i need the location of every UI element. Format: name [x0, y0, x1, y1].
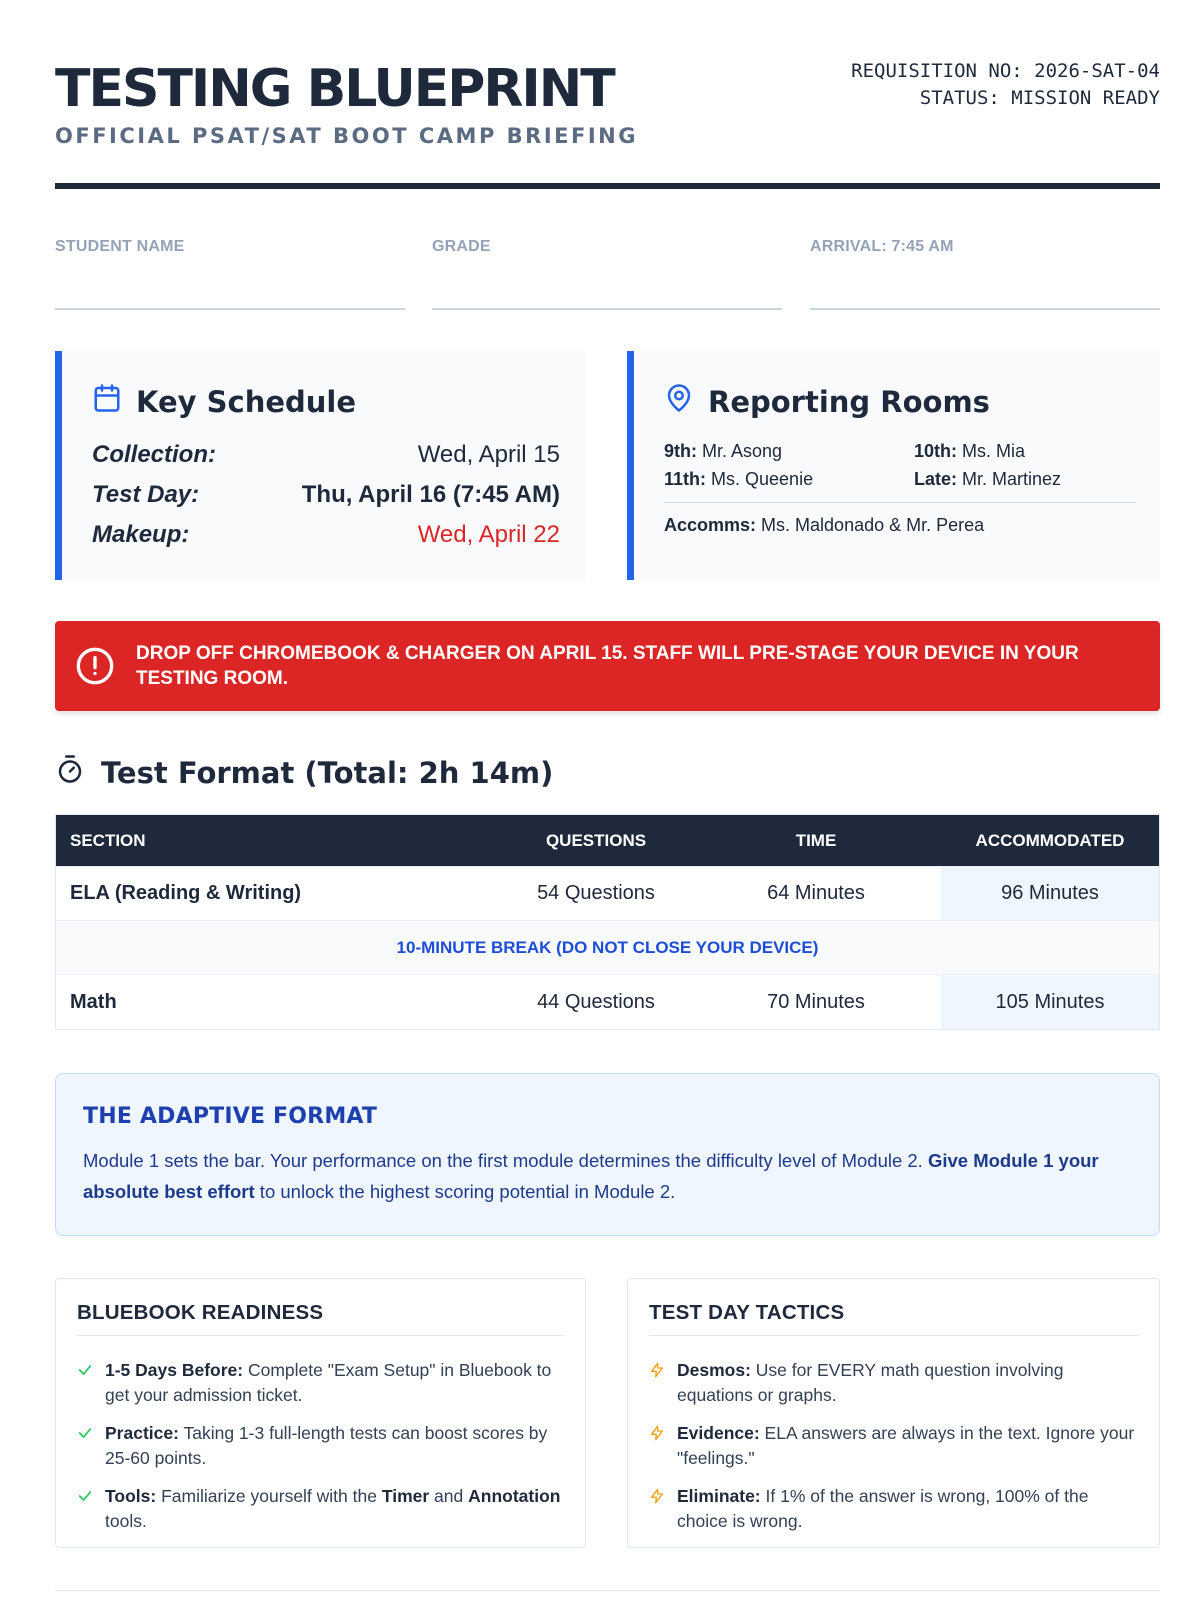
adaptive-title: THE ADAPTIVE FORMAT — [83, 1104, 378, 1129]
cell-accommodated: 105 Minutes — [941, 975, 1159, 1029]
room-label: 11th: — [664, 469, 707, 489]
list-item-text — [105, 1484, 564, 1534]
student-name-field[interactable] — [55, 238, 405, 310]
reporting-rooms-heading — [664, 383, 990, 420]
schedule-value: Thu, April 16 (7:45 AM) — [301, 481, 560, 508]
stopwatch-icon — [55, 754, 85, 791]
schedule-label: Collection: — [92, 441, 216, 468]
calendar-icon — [92, 383, 122, 420]
table-row — [56, 867, 1159, 921]
adaptive-text-part: to unlock the highest scoring potential in Module 2. — [254, 1181, 676, 1202]
schedule-row-makeup — [92, 521, 560, 549]
test-format-heading — [55, 754, 553, 791]
item-detail: Familiarize yourself with the — [156, 1486, 382, 1506]
grade-field[interactable] — [432, 238, 782, 310]
list-item-text — [677, 1358, 1138, 1408]
room-11th — [664, 469, 813, 490]
item-label: 1-5 Days Before: — [105, 1360, 244, 1380]
test-day-tactics-title: TEST DAY TACTICS — [649, 1301, 1138, 1336]
item-detail: ELA answers are always in the text. Ignore your "feelings." — [677, 1423, 1135, 1468]
bluebook-readiness-title: BLUEBOOK READINESS — [77, 1301, 564, 1336]
room-label: Late: — [914, 469, 958, 489]
schedule-value: Wed, April 15 — [417, 441, 560, 468]
arrival-field[interactable] — [810, 238, 1160, 310]
room-teacher: Ms. Maldonado & Mr. Perea — [761, 515, 985, 535]
lightning-icon — [649, 1358, 667, 1408]
item-label: Eliminate: — [677, 1486, 761, 1506]
adaptive-format-box — [55, 1073, 1160, 1236]
col-header-section: SECTION — [70, 830, 146, 850]
check-icon — [77, 1358, 95, 1408]
item-label: Evidence: — [677, 1423, 760, 1443]
room-10th — [914, 441, 1025, 462]
key-schedule-heading — [92, 383, 356, 420]
table-row — [56, 975, 1159, 1029]
test-day-tactics-card — [627, 1278, 1160, 1548]
rooms-divider — [664, 502, 1136, 503]
room-teacher: Mr. Martinez — [962, 469, 1062, 489]
bluebook-readiness-card — [55, 1278, 586, 1548]
item-label: Desmos: — [677, 1360, 751, 1380]
cell-section: Math — [70, 990, 117, 1013]
lightning-icon — [649, 1484, 667, 1534]
room-teacher: Ms. Queenie — [711, 469, 814, 489]
schedule-row-test-day — [92, 481, 560, 509]
cell-section: ELA (Reading & Writing) — [70, 882, 302, 904]
student-name-label: STUDENT NAME — [55, 238, 185, 255]
schedule-label: Makeup: — [92, 521, 190, 548]
reporting-rooms-title: Reporting Rooms — [708, 384, 990, 419]
list-item — [77, 1358, 564, 1408]
room-accomms — [664, 515, 984, 536]
key-schedule-card — [55, 351, 586, 580]
map-pin-icon — [664, 383, 694, 420]
list-item-text — [105, 1358, 564, 1408]
item-emphasis: Annotation — [468, 1486, 561, 1506]
item-label: Tools: — [105, 1486, 157, 1506]
item-label: Practice: — [105, 1423, 179, 1443]
list-item — [77, 1484, 564, 1534]
item-emphasis: Timer — [381, 1486, 430, 1506]
col-header-accommodated: ACCOMMODATED — [975, 830, 1125, 850]
test-format-table — [55, 814, 1160, 1030]
footer-divider — [55, 1590, 1160, 1591]
list-item-text — [677, 1484, 1138, 1534]
cell-questions: 54 Questions — [537, 882, 655, 904]
room-teacher: Ms. Mia — [962, 441, 1026, 461]
list-item — [77, 1421, 564, 1471]
item-detail: Taking 1-3 full-length tests can boost scores by 25-60 points. — [105, 1423, 548, 1468]
schedule-label: Test Day: — [92, 481, 200, 508]
list-item — [649, 1484, 1138, 1534]
list-item-text — [105, 1421, 564, 1471]
schedule-value-makeup: Wed, April 22 — [417, 521, 560, 548]
table-break-row: 10-MINUTE BREAK (DO NOT CLOSE YOUR DEVICE) — [56, 921, 1159, 975]
requisition-block — [851, 58, 1160, 112]
item-detail: and — [429, 1486, 469, 1506]
adaptive-text-part: Module 1 sets the bar. Your performance on the first module determines the difficulty level of Module 2. — [83, 1150, 928, 1171]
alert-circle-icon — [75, 646, 115, 686]
check-icon — [77, 1421, 95, 1471]
header-divider — [55, 183, 1160, 189]
adaptive-text-emphasis: Give Module 1 your absolute best effort — [83, 1150, 1099, 1202]
chromebook-alert-banner — [55, 621, 1160, 711]
item-detail: Complete "Exam Setup" in Bluebook to get your admission ticket. — [105, 1360, 552, 1405]
cell-time: 70 Minutes — [767, 990, 865, 1013]
item-detail: Use for EVERY math question involving equations or graphs. — [677, 1360, 1064, 1405]
grade-label: GRADE — [432, 238, 491, 255]
cell-time: 64 Minutes — [767, 882, 865, 904]
schedule-row-collection — [92, 441, 560, 469]
cell-accommodated: 96 Minutes — [941, 867, 1159, 920]
adaptive-description — [83, 1145, 1132, 1207]
room-label: 10th: — [914, 441, 958, 461]
cell-questions: 44 Questions — [537, 990, 655, 1013]
table-header-row — [56, 815, 1159, 867]
test-format-title: Test Format (Total: 2h 14m) — [101, 755, 554, 790]
page-subtitle: OFFICIAL PSAT/SAT BOOT CAMP BRIEFING — [55, 124, 638, 148]
list-item — [649, 1421, 1138, 1471]
item-detail: If 1% of the answer is wrong, 100% of the choice is wrong. — [677, 1486, 1089, 1531]
room-9th — [664, 441, 782, 462]
key-schedule-title: Key Schedule — [136, 384, 357, 419]
room-teacher: Mr. Asong — [702, 441, 783, 461]
requisition-number: REQUISITION NO: 2026-SAT-04 — [851, 60, 1160, 82]
arrival-label: ARRIVAL: 7:45 AM — [810, 238, 954, 255]
room-label: Accomms: — [664, 515, 757, 535]
list-item — [649, 1358, 1138, 1408]
col-header-questions: QUESTIONS — [545, 830, 647, 850]
list-item-text — [677, 1421, 1138, 1471]
reporting-rooms-card — [627, 351, 1160, 580]
col-header-time: TIME — [795, 830, 837, 850]
check-icon — [77, 1484, 95, 1534]
status-line: STATUS: MISSION READY — [919, 87, 1160, 109]
alert-text: DROP OFF CHROMEBOOK & CHARGER ON APRIL 15. STAFF WILL PRE-STAGE YOUR DEVICE IN YOUR TESTING ROOM. — [136, 643, 1079, 689]
room-label: 9th: — [664, 441, 697, 461]
item-detail: tools. — [105, 1511, 147, 1531]
page-title: TESTING BLUEPRINT — [55, 59, 614, 119]
lightning-icon — [649, 1421, 667, 1471]
header — [55, 58, 1160, 188]
room-late — [914, 469, 1061, 490]
